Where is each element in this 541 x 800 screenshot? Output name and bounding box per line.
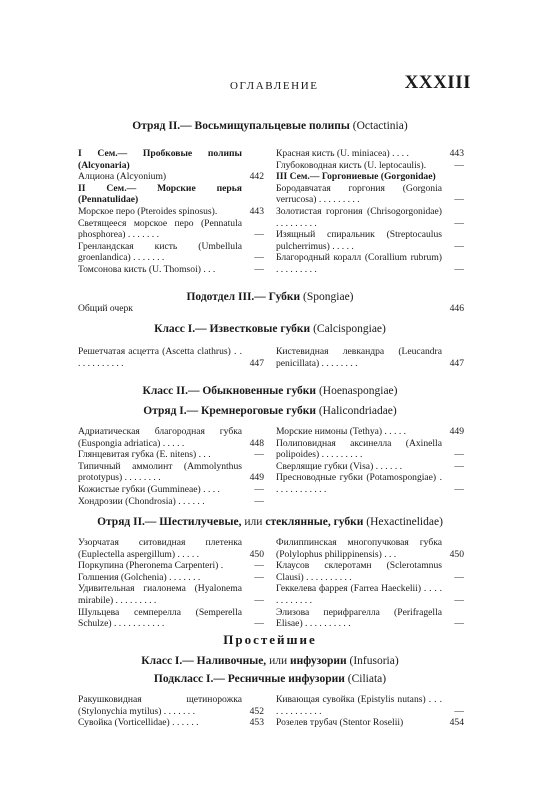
s2-left-column — [78, 346, 264, 369]
toc-entry-title: I Сем.— Пробковые полипы (Alcyonaria) — [78, 148, 242, 171]
toc-entry-title: Филиппинская многопучковая губка (Polylophus philippinensis) . . . — [276, 537, 442, 560]
heading-latin: (Hexactinelidae) — [366, 516, 443, 528]
heading-infusoria — [70, 654, 470, 668]
toc-entry-title: Сверлящие губки (Visa) . . . . . . — [276, 460, 403, 472]
toc-entry-title: Кистевидная левкандра (Leucandra penicillata) . . . . . . . . — [276, 346, 442, 369]
heading-conjunction: или — [244, 516, 263, 528]
heading-bold: Подотдел III.— Губки — [186, 291, 301, 303]
toc-entry-title: Шульцева семперелла (Semperella Schulze) . . . . . . . . . . . — [78, 606, 242, 630]
s5-left-column — [78, 694, 264, 729]
toc-entry-title: Изящный спиральник (Streptocaulus pulcherrimus) . . . . . — [276, 229, 442, 252]
toc-entry-title: Сувойка (Vorticellidae) . . . . . . — [78, 717, 199, 729]
heading-bold: стеклянные, губки — [265, 516, 364, 528]
heading-hexactinelidae — [70, 515, 470, 529]
toc-entry — [276, 148, 464, 160]
toc-entry — [276, 426, 464, 438]
toc-entry-title: Морские нимоны (Tethya) . . . . . — [276, 426, 407, 437]
toc-entry-title: Благородный коралл (Corallium rubrum) . . . . . . . . . — [276, 252, 442, 275]
toc-entry — [78, 264, 264, 276]
general-overview-label: Общий очерк — [78, 303, 133, 314]
heading-bold: Класс I.— Наливочные, — [141, 655, 267, 667]
toc-entry — [78, 560, 264, 572]
toc-entry-page: — — [454, 263, 464, 275]
heading-latin: (Infusoria) — [349, 655, 399, 667]
heading-bold: инфузории — [290, 655, 347, 667]
toc-entry-title: Адриатическая благородная губка (Euspongia adriatica) . . . . . — [78, 426, 242, 449]
toc-entry-title: III Сем.— Горгониевые (Gorgonidae) — [276, 171, 436, 183]
toc-entry-page: — — [454, 240, 464, 252]
heading-octactinia — [70, 119, 470, 133]
heading-bold: Отряд I.— Кремнероговые губки — [143, 405, 316, 417]
toc-entry-title: Ракушковидная щетинорожка (Stylonychia mytilus) . . . . . . . — [78, 694, 242, 717]
toc-entry — [78, 346, 264, 369]
toc-entry-title: Клаусов склеротамн (Sclerotamnus Clausi) . . . . . . . . . . — [276, 560, 442, 583]
toc-entry-page: 443 — [449, 148, 464, 159]
toc-entry — [78, 206, 264, 218]
toc-entry-title: Элизова перифрагелла (Perifragella Elisae) . . . . . . . . . . — [276, 606, 442, 630]
toc-entry-page: 443 — [249, 205, 264, 217]
toc-entry-page: 447 — [249, 357, 264, 369]
toc-entry-page: 453 — [249, 717, 264, 729]
toc-entry-page: 447 — [449, 357, 464, 369]
heading-halicondriadae — [70, 404, 470, 418]
toc-entry — [276, 229, 464, 252]
toc-entry-page: — — [454, 571, 464, 583]
toc-entry-page: 449 — [449, 426, 464, 437]
toc-entry-title: Кожистые губки (Gummineae) . . . . — [78, 483, 220, 495]
s1-left-column — [78, 148, 264, 276]
s2-right-column — [276, 346, 464, 369]
s4-left-column — [78, 537, 264, 630]
toc-entry-title: Морское перо (Pteroides spinosus). — [78, 205, 218, 217]
toc-entry-page: 442 — [249, 171, 264, 183]
toc-entry-page: — — [254, 263, 264, 275]
toc-entry-title: Поркупина (Pheronema Carpenteri) . — [78, 560, 224, 572]
toc-entry-title: Хондрозии (Chondrosia) . . . . . . — [78, 495, 205, 507]
s3-left-column — [78, 426, 264, 507]
heading-bold: Класс II.— Обыкновенные губки — [142, 385, 317, 397]
toc-entry-page: — — [454, 483, 464, 495]
toc-entry — [78, 171, 264, 183]
toc-entry — [78, 449, 264, 461]
toc-entry — [276, 252, 464, 275]
heading-bold: Отряд II.— Восьмищупальцевые полипы — [132, 120, 350, 132]
toc-entry-title: Бородавчатая горгония (Gorgonia verrucosa) . . . . . . . . . — [276, 182, 442, 206]
toc-entry-page: 450 — [449, 548, 464, 560]
toc-entry-page: — — [254, 229, 264, 241]
toc-entry — [276, 694, 464, 717]
s4-right-column — [276, 537, 464, 630]
s1-right-column — [276, 148, 464, 276]
toc-entry — [78, 241, 264, 264]
toc-entry-title: Гренландская кисть (Umbellula groenlandica) . . . . . . . — [78, 240, 242, 264]
heading-ciliata — [70, 672, 470, 686]
toc-entry — [78, 537, 264, 560]
heading-hoenaspongiae — [70, 384, 470, 398]
toc-entry — [78, 607, 264, 630]
heading-latin: (Halicondriadae) — [318, 405, 397, 417]
toc-entry-page: 452 — [249, 705, 264, 717]
toc-entry — [276, 206, 464, 229]
toc-entry-page: — — [254, 495, 264, 507]
toc-entry-title: Томсонова кисть (U. Thomsoi) . . . — [78, 263, 216, 275]
running-header-title: ОГЛАВЛЕНИЕ — [230, 80, 319, 92]
toc-entry — [78, 148, 264, 171]
toc-entry-title: Кивающая сувойка (Epistylis nutans) . . . . . . . . . . . . . — [276, 694, 442, 717]
toc-entry-page: — — [254, 252, 264, 264]
heading-calcispongiae — [70, 322, 470, 336]
toc-entry — [78, 183, 264, 206]
toc-entry — [78, 426, 264, 449]
toc-entry-page: 454 — [449, 717, 464, 729]
toc-entry — [276, 438, 464, 461]
toc-entry — [78, 461, 264, 484]
toc-entry-page: 449 — [249, 472, 264, 484]
toc-entry-page: — — [454, 159, 464, 171]
toc-entry-page: — — [454, 194, 464, 206]
toc-entry-title: Решетчатая асцетта (Ascetta clathrus) . . . . . . . . . . . . — [78, 346, 242, 369]
toc-entry-page: — — [254, 594, 264, 606]
toc-entry-title: Светящееся морское перо (Pennatula phosphorea) . . . . . . . — [78, 217, 242, 241]
toc-entry-title: Алциона (Alcyonium) — [78, 171, 167, 183]
toc-entry — [276, 346, 464, 369]
toc-entry-page: — — [254, 571, 264, 583]
toc-entry — [276, 160, 464, 172]
toc-entry — [78, 694, 264, 717]
toc-entry-page: — — [454, 705, 464, 717]
heading-latin: (Octactinia) — [352, 120, 408, 132]
s3-right-column — [276, 426, 464, 496]
toc-entry — [276, 717, 464, 729]
toc-entry-title: Узорчатая ситовидная плетенка (Euplectella aspergillum) . . . . . — [78, 537, 242, 560]
toc-entry-page: — — [454, 460, 464, 472]
heading-protozoa: Простейшие — [223, 632, 317, 647]
toc-entry — [276, 461, 464, 473]
toc-entry-page: — — [454, 217, 464, 229]
heading-bold: Подкласс I.— Ресничные инфузории — [153, 673, 345, 685]
heading-spongiae — [70, 290, 470, 304]
toc-entry-page: 448 — [249, 437, 264, 449]
toc-entry — [276, 472, 464, 495]
toc-entry-title: Голшения (Golchenia) . . . . . . . — [78, 571, 201, 583]
toc-entry — [276, 537, 464, 560]
toc-entry-title: Золотистая горгония (Chrisogorgonidae) . . . . . . . . . — [276, 205, 442, 229]
toc-entry-title: Глянцевитая губка (E. nitens) . . . — [78, 449, 211, 461]
toc-entry — [78, 484, 264, 496]
toc-entry-page: — — [254, 449, 264, 461]
toc-entry-page: — — [454, 449, 464, 461]
toc-entry-title: Красная кисть (U. miniacea) . . . . — [276, 148, 409, 159]
s5-right-column — [276, 694, 464, 729]
heading-conjunction: или — [269, 655, 288, 667]
heading-bold: Класс I.— Известковые губки — [154, 323, 311, 335]
toc-entry-page: — — [454, 618, 464, 630]
heading-latin: (Ciliata) — [347, 673, 387, 685]
toc-entry-page: — — [454, 594, 464, 606]
toc-entry — [276, 607, 464, 630]
toc-entry — [78, 218, 264, 241]
toc-entry-page: — — [254, 483, 264, 495]
heading-latin: (Calcispongiae) — [313, 323, 386, 335]
toc-entry — [78, 583, 264, 606]
toc-entry — [276, 560, 464, 583]
heading-latin: (Hoenaspongiae) — [318, 385, 398, 397]
toc-entry-page: 450 — [249, 548, 264, 560]
general-overview-page: 446 — [449, 303, 464, 314]
toc-entry — [276, 171, 464, 183]
toc-entry — [78, 496, 264, 508]
toc-entry — [78, 717, 264, 729]
toc-entry — [276, 183, 464, 206]
toc-entry — [276, 583, 464, 606]
toc-entry-title: Пресноводные губки (Potamospongiae) . . . . . . . . . . . . — [276, 472, 442, 495]
toc-entry-title: Глубоководная кисть (U. leptocaulis). — [276, 159, 427, 171]
toc-entry-title: Полиповидная аксинелла (Axinella polipoides) . . . . . . . . . — [276, 437, 442, 461]
toc-entry-page: — — [254, 560, 264, 572]
running-header-page-number: XXXIII — [404, 72, 471, 93]
toc-entry-title: Розелев трубач (Stentor Roselii) — [276, 717, 404, 729]
toc-entry-page: — — [254, 618, 264, 630]
heading-latin: (Spongiae) — [303, 291, 354, 303]
toc-entry — [78, 572, 264, 584]
toc-entry-title: Удивительная гиалонема (Hyalonema mirabile) . . . . . . . . . — [78, 583, 242, 606]
toc-entry-title: Геккелева фаррея (Farrea Haeckelii) . . . . . . . . . . . . — [276, 583, 442, 606]
toc-entry-title: Типичный аммолинт (Ammolynthus prototypus) . . . . . . . . — [78, 460, 242, 484]
toc-entry-title: II Сем.— Морские перья (Pennatulidae) — [78, 182, 242, 206]
heading-bold: Отряд II.— Шестилучевые, — [97, 516, 242, 528]
